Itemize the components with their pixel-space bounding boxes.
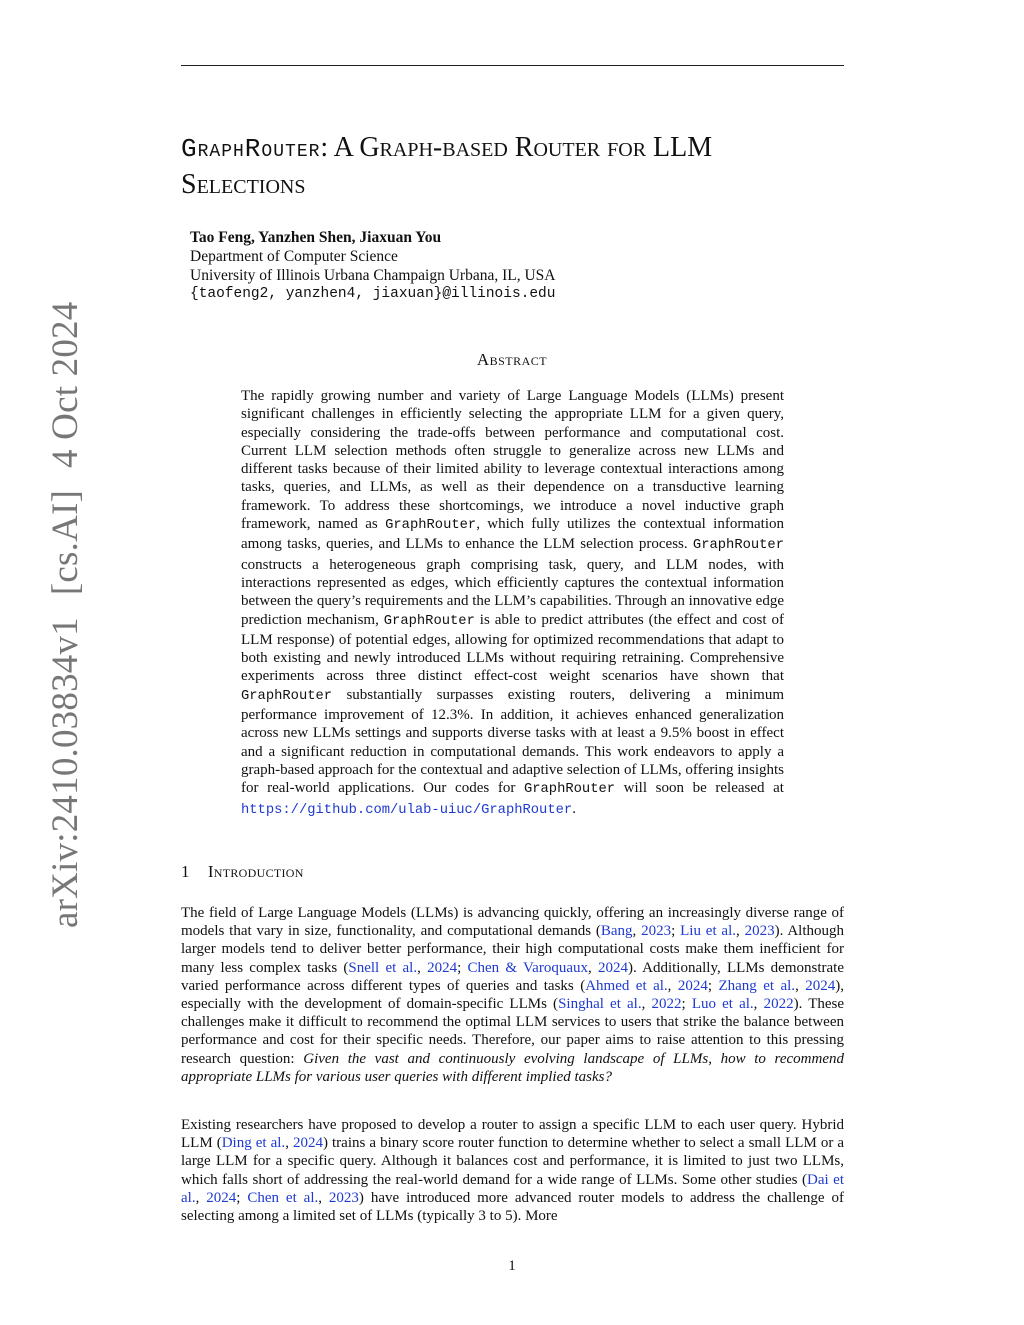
title-rest: : A Graph-based Router for LLM xyxy=(320,132,713,163)
sep: ; xyxy=(707,977,719,994)
code-graphrouter: GraphRouter xyxy=(385,518,477,534)
abstract-heading: Abstract xyxy=(476,350,548,369)
intro-paragraph-1 xyxy=(181,904,844,1086)
code-graphrouter: GraphRouter xyxy=(383,613,475,629)
citation-year-link[interactable]: 2024 xyxy=(805,977,836,994)
sep: , xyxy=(641,996,652,1013)
citation-year-link[interactable]: 2024 xyxy=(292,1135,323,1152)
sep: ; xyxy=(457,959,468,976)
citation-link[interactable]: Ahmed et al. xyxy=(585,977,668,994)
code-graphrouter: GraphRouter xyxy=(523,782,616,798)
abstract-text: is able to predict attributes (the effect and cost of LLM response) of potential edges, allowing for optimized recommendations that adapt to both existing and newly introduced LLMs without requiring retraining. Comprehensive experiments across three distinct effect-cost weight scenarios have shown that xyxy=(241,611,784,685)
sep: , xyxy=(587,959,598,976)
sep: , xyxy=(632,923,642,940)
paragraph-text: Existing researchers have proposed to develop a router to assign a specific LLM to each user query. Hybrid LLM ( xyxy=(181,1117,844,1152)
paragraph-text: ) have introduced more advanced router models to address the challenge of selecting among a limited set of LLMs (typically 3 to 5). More xyxy=(181,1189,845,1225)
title-system-name: GraphRouter xyxy=(181,134,321,164)
sep: , xyxy=(417,959,428,976)
citation-link[interactable]: Dai et al. xyxy=(181,1171,845,1206)
abstract-text: , which fully utilizes the contextual information among tasks, queries, and LLMs to enhance the LLM selection process. xyxy=(241,516,785,553)
intro-paragraph-2 xyxy=(181,1116,844,1225)
sep: , xyxy=(795,977,806,994)
citation-year-link[interactable]: 2023 xyxy=(744,923,775,940)
citation-link[interactable]: Snell et al. xyxy=(348,959,418,976)
author-block xyxy=(190,228,555,304)
code-graphrouter: GraphRouter xyxy=(692,538,784,554)
citation-link[interactable]: Bang xyxy=(600,923,633,940)
author-email: {taofeng2, yanzhen4, jiaxuan}@illinois.edu xyxy=(190,286,556,302)
citation-link[interactable]: Luo et al. xyxy=(691,996,754,1013)
top-rule xyxy=(181,65,844,66)
arxiv-category: [cs.AI] xyxy=(45,489,86,596)
arxiv-date: 4 Oct 2024 xyxy=(45,301,86,468)
citation-year-link[interactable]: 2022 xyxy=(763,996,794,1013)
citation-year-link[interactable]: 2023 xyxy=(328,1189,359,1206)
citation-year-link[interactable]: 2022 xyxy=(651,996,682,1013)
section-title: Introduction xyxy=(207,862,304,881)
abstract-text: will soon be released at xyxy=(615,780,784,797)
sep: ; xyxy=(671,923,681,940)
research-question: Given the vast and continuously evolving landscape of LLMs, how to recommend appropriate LLMs for various user queries with different implied tasks? xyxy=(181,1050,844,1085)
section-number: 1 xyxy=(181,862,190,881)
sep: , xyxy=(195,1189,207,1206)
abstract-text: substantially surpasses existing routers, delivering a minimum performance improvement of 12.3%. In addition, it achieves enhanced generalization across new LLMs settings and supports diverse tasks with at least a 9.5% boost in effect and a significant reduction in computational demands. This work endeavors to apply a graph-based approach for the contextual and adaptive selection of LLMs, offering insights for real-world applications. Our codes for xyxy=(241,686,784,797)
code-graphrouter: GraphRouter xyxy=(241,688,333,704)
abstract-text: constructs a heterogeneous graph comprising task, query, and LLM nodes, with interactions represented as edges, which efficiently captures the contextual information between the query’s requirements and the LLM’s capabilities. Through an innovative edge prediction mechanism, xyxy=(241,556,784,628)
citation-year-link[interactable]: 2024 xyxy=(677,977,708,994)
sep: , xyxy=(285,1135,293,1152)
author-names: Tao Feng, Yanzhen Shen, Jiaxuan You xyxy=(190,229,442,246)
citation-year-link[interactable]: 2024 xyxy=(597,959,628,976)
paper-title xyxy=(181,130,861,202)
citation-link[interactable]: Liu et al. xyxy=(680,923,737,940)
paragraph-text: ). Additionally, LLMs demonstrate varied performance across different types of queries and tasks ( xyxy=(181,959,844,994)
citation-link[interactable]: Chen & Varoquaux xyxy=(467,959,588,976)
page-number: 1 xyxy=(508,1258,516,1274)
paragraph-text: ), especially with the development of domain-specific LLMs ( xyxy=(181,977,845,1013)
citation-link[interactable]: Singhal et al. xyxy=(558,996,642,1013)
abstract-text: The rapidly growing number and variety of Large Language Models (LLMs) present significant challenges in efficiently selecting the appropriate LLM for a given query, especially considering the trade-offs between performance and computational cost. Current LLM selection methods often struggle to generalize across new LLMs and different tasks because of their limited ability to leverage contextual interactions among tasks, queries, and LLMs, as well as their dependence on a transductive learning framework. To address these shortcomings, we introduce a novel inductive graph framework, named as xyxy=(241,388,784,533)
sep: , xyxy=(667,977,678,994)
sep: , xyxy=(736,923,745,940)
paragraph-text: ). These challenges make it difficult to recommend the optimal LLM services to users that strike the balance between performance and cost for their specific needs. Therefore, our paper aims to raise attention to this pressing research question: xyxy=(181,996,845,1067)
github-link[interactable]: https://github.com/ulab-uiuc/GraphRouter xyxy=(241,802,573,818)
sep: ; xyxy=(236,1189,248,1206)
sep: ; xyxy=(681,996,692,1013)
abstract-body xyxy=(241,387,784,820)
paragraph-text: The field of Large Language Models (LLMs) is advancing quickly, offering an increasingly diverse range of models that vary in size, functionality, and computational demands ( xyxy=(181,905,844,940)
arxiv-id[interactable]: arXiv:2410.03834v1 xyxy=(45,617,86,928)
sep: , xyxy=(753,996,764,1013)
paragraph-text: ) trains a binary score router function to determine whether to select a small LLM or a large LLM for a specific query. Although it balances cost and performance, it is limited to just two LLMs, which falls short of addressing the real-world demand for a wide range of LLMs. Some other studies ( xyxy=(181,1135,845,1188)
author-university: University of Illinois Urbana Champaign Urbana, IL, USA xyxy=(190,267,556,284)
citation-link[interactable]: Zhang et al. xyxy=(718,977,796,994)
author-department: Department of Computer Science xyxy=(190,248,398,265)
citation-link[interactable]: Chen et al. xyxy=(247,1189,319,1206)
paragraph-text: ). Although larger models tend to deliver better performance, their high computational costs make them inefficient for many less complex tasks ( xyxy=(181,923,845,976)
section-heading-introduction xyxy=(181,862,304,882)
citation-link[interactable]: Ding et al. xyxy=(221,1135,286,1152)
citation-year-link[interactable]: 2024 xyxy=(427,959,458,976)
title-line2: Selections xyxy=(181,169,306,200)
abstract-text: . xyxy=(572,800,576,817)
arxiv-side-stamp xyxy=(44,280,87,928)
sep: , xyxy=(318,1189,329,1206)
citation-year-link[interactable]: 2024 xyxy=(206,1189,237,1206)
citation-year-link[interactable]: 2023 xyxy=(641,923,672,940)
